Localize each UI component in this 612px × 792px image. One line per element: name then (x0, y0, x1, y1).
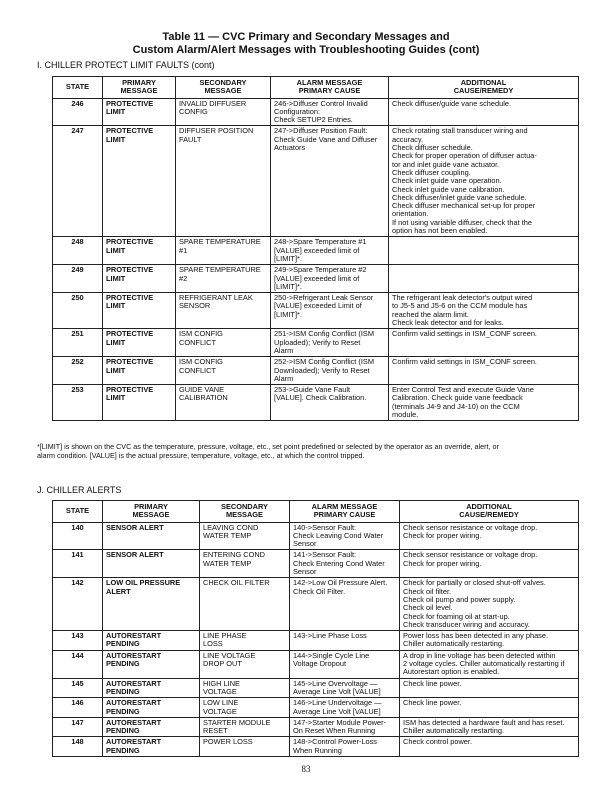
remedy-cell (389, 293, 579, 329)
cell-line: 146->Line Undervoltage — (293, 698, 382, 708)
header-primary: PRIMARY MESSAGE (103, 501, 200, 523)
secondary-message-cell (200, 522, 290, 550)
cell-line: PROTECTIVE (106, 293, 154, 303)
table-row (53, 578, 579, 631)
cell-line: Check diffuser schedule. (392, 143, 473, 153)
secondary-message-cell (176, 293, 271, 329)
cell-line: module. (392, 409, 419, 419)
state-cell: 252 (53, 357, 103, 385)
cell-line: Downloaded); Verify to Reset (274, 365, 370, 375)
cell-line: Check control power. (403, 737, 473, 747)
cell-line: 2 voltage cycles. Chiller automatically restarting if (403, 659, 565, 669)
limit-footnote (37, 443, 579, 460)
cell-line: Sensor (293, 567, 317, 577)
cell-line: AUTORESTART (106, 678, 162, 688)
cell-line: PROTECTIVE (106, 237, 154, 247)
secondary-message-cell (176, 126, 271, 237)
state-cell: 251 (53, 329, 103, 357)
cell-line: orientation. (392, 209, 429, 219)
cell-line: LIMIT (106, 273, 126, 283)
cell-line: Autorestart option is enabled. (403, 667, 500, 677)
table-body (53, 98, 579, 421)
cell-line: #2 (179, 273, 188, 283)
cell-line: The refrigerant leak detector's output wired (392, 293, 533, 303)
cell-line: 141->Sensor Fault: (293, 550, 357, 560)
cell-line: Average Line Volt [VALUE] (293, 706, 381, 716)
cell-line: A drop in line voltage has been detected within (403, 650, 556, 660)
cell-line: PENDING (106, 686, 140, 696)
secondary-message-cell (176, 385, 271, 421)
cell-line: LOW OIL PRESSURE (106, 578, 181, 588)
table-row (53, 550, 579, 578)
chiller-alerts-table (52, 500, 579, 757)
alarm-cause-cell (271, 357, 389, 385)
cell-line: AUTORESTART (106, 650, 162, 660)
table-body (53, 522, 579, 756)
cell-line: INVALID DIFFUSER (179, 98, 247, 108)
cell-line: VOLTAGE (203, 706, 237, 716)
cell-line: Average Line Volt [VALUE] (293, 686, 381, 696)
cell-line: PROTECTIVE (106, 329, 154, 339)
cell-line: Check rotating stall transducer wiring and (392, 126, 528, 136)
cell-line: 145->Line Overvoltage — (293, 678, 378, 688)
cell-line: Check for foaming oil at start-up. (403, 611, 510, 621)
cell-line: CHECK OIL FILTER (203, 578, 270, 588)
table-title (0, 31, 612, 57)
cell-line: LIMIT (106, 245, 126, 255)
remedy-cell (389, 237, 579, 265)
cell-line: Check diffuser/inlet guide vane schedule. (392, 192, 527, 202)
cell-line: HIGH LINE (203, 678, 240, 688)
header-additional: ADDITIONAL CAUSE/REMEDY (400, 501, 579, 523)
state-cell: 143 (53, 631, 103, 651)
primary-message-cell (103, 329, 176, 357)
cell-line: Voltage Dropout (293, 659, 347, 669)
cell-line: Check Guide Vane and Diffuser (274, 134, 378, 144)
cell-line: Check for partially or closed shut-off valves. (403, 578, 546, 588)
cell-line: Check Oil Filter. (293, 586, 346, 596)
cell-line: 253->Guide Vane Fault (274, 385, 351, 395)
cell-line: PENDING (106, 726, 140, 736)
state-cell: 141 (53, 550, 103, 578)
protect-limit-faults-table (52, 76, 579, 421)
table-header-row (53, 501, 579, 523)
table-row (53, 385, 579, 421)
remedy-cell (389, 98, 579, 126)
cell-line: [LIMIT]*. (274, 281, 302, 291)
header-alarm: ALARM MESSAGE PRIMARY CAUSE (271, 77, 389, 99)
cell-line: [VALUE] exceeded limit of (274, 273, 360, 283)
primary-message-cell (103, 237, 176, 265)
table-row (53, 522, 579, 550)
primary-message-cell (103, 98, 176, 126)
cell-line: Check inlet guide vane operation. (392, 176, 502, 186)
cell-line: POWER LOSS (203, 737, 253, 747)
cell-line: 144->Single Cycle Line (293, 650, 370, 660)
cell-line: ISM CONFIG (179, 329, 223, 339)
cell-line: LOW LINE (203, 698, 239, 708)
remedy-cell (400, 698, 579, 718)
cell-line: REFRIGERANT LEAK (179, 293, 253, 303)
primary-message-cell (103, 385, 176, 421)
alarm-cause-cell (290, 631, 400, 651)
primary-message-cell (103, 698, 200, 718)
cell-line: 248->Spare Temperature #1 (274, 237, 367, 247)
alarm-cause-cell (290, 550, 400, 578)
cell-line: SPARE TEMPERATURE (179, 265, 261, 275)
alarm-cause-cell (271, 329, 389, 357)
remedy-cell (400, 717, 579, 737)
cell-line: [VALUE] exceeded limit of (274, 245, 360, 255)
cell-line: PROTECTIVE (106, 357, 154, 367)
header-additional: ADDITIONAL CAUSE/REMEDY (389, 77, 579, 99)
cell-line: Check Entering Cond Water (293, 558, 385, 568)
cell-line: Confirm valid settings in ISM_CONF screen. (392, 329, 537, 339)
table-header-row (53, 77, 579, 99)
footnote-line-1: *[LIMIT] is shown on the CVC as the temperature, pressure, voltage, etc., set point predefined or selected by the operator as an override, alert, or (37, 442, 499, 451)
cell-line: reached the alarm limit. (392, 309, 469, 319)
cell-line: AUTORESTART (106, 698, 162, 708)
cell-line: CONFIG (179, 106, 208, 116)
cell-line: SENSOR ALERT (106, 522, 164, 532)
remedy-cell (400, 522, 579, 550)
cell-line: Chiller automatically restarting. (403, 726, 505, 736)
secondary-message-cell (200, 578, 290, 631)
cell-line: PROTECTIVE (106, 265, 154, 275)
primary-message-cell (103, 126, 176, 237)
state-cell: 145 (53, 678, 103, 698)
table-row (53, 98, 579, 126)
cell-line: [LIMIT]*. (274, 309, 302, 319)
cell-line: Check diffuser coupling. (392, 167, 471, 177)
header-state: STATE (53, 501, 103, 523)
cell-line: AUTORESTART (106, 631, 162, 641)
alarm-cause-cell (290, 522, 400, 550)
header-primary: PRIMARY MESSAGE (103, 77, 176, 99)
cell-line: to J5-5 and J5-6 on the CCM module has (392, 301, 528, 311)
cell-line: 148->Control Power-Loss (293, 737, 378, 747)
secondary-message-cell (176, 329, 271, 357)
cell-line: LIMIT (106, 106, 126, 116)
table-row (53, 265, 579, 293)
primary-message-cell (103, 631, 200, 651)
cell-line: PROTECTIVE (106, 385, 154, 395)
cell-line: Check inlet guide vane calibration. (392, 184, 505, 194)
cell-line: ALERT (106, 586, 131, 596)
secondary-message-cell (200, 631, 290, 651)
cell-line: CONFLICT (179, 337, 216, 347)
cell-line: Calibration. Check guide vane feedback (392, 393, 523, 403)
cell-line: AUTORESTART (106, 737, 162, 747)
primary-message-cell (103, 650, 200, 678)
alarm-cause-cell (271, 293, 389, 329)
state-cell: 253 (53, 385, 103, 421)
cell-line: [LIMIT]*. (274, 253, 302, 263)
cell-line: PENDING (106, 639, 140, 649)
cell-line: STARTER MODULE (203, 717, 271, 727)
cell-line: Check transducer wiring and accuracy. (403, 619, 530, 629)
state-cell: 250 (53, 293, 103, 329)
alarm-cause-cell (271, 385, 389, 421)
secondary-message-cell (200, 650, 290, 678)
state-cell: 247 (53, 126, 103, 237)
cell-line: LINE PHASE (203, 631, 247, 641)
cell-line: [VALUE]. Check Calibration. (274, 393, 367, 403)
cell-line: Power loss has been detected in any phase. (403, 631, 549, 641)
cell-line: ISM has detected a hardware fault and has reset. (403, 717, 565, 727)
cell-line: If not using variable diffuser, check that the (392, 217, 532, 227)
cell-line: FAULT (179, 134, 202, 144)
title-line-2: Custom Alarm/Alert Messages with Troubleshooting Guides (cont) (132, 44, 480, 56)
secondary-message-cell (176, 265, 271, 293)
cell-line: tor and inlet guide vane actuator. (392, 159, 500, 169)
alarm-cause-cell (290, 650, 400, 678)
cell-line: Actuators (274, 143, 306, 153)
cell-line: LINE VOLTAGE (203, 650, 256, 660)
secondary-message-cell (176, 357, 271, 385)
cell-line: Check line power. (403, 678, 462, 688)
cell-line: #1 (179, 245, 188, 255)
cell-line: option has not been enabled. (392, 226, 488, 236)
cell-line: Uploaded); Verify to Reset (274, 337, 361, 347)
cell-line: Check diffuser mechanical set-up for proper (392, 201, 536, 211)
remedy-cell (400, 550, 579, 578)
cell-line: Check oil pump and power supply. (403, 594, 516, 604)
title-line-1: Table 11 — CVC Primary and Secondary Messages and (162, 31, 450, 43)
footnote-line-2: alarm condition. [VALUE] is the actual pressure, temperature, voltage, etc., at which the control tripped. (37, 450, 365, 460)
cell-line: (terminals J4-9 and J4-10) on the CCM (392, 401, 520, 411)
state-cell: 248 (53, 237, 103, 265)
table-row (53, 717, 579, 737)
alarm-cause-cell (290, 698, 400, 718)
state-cell: 249 (53, 265, 103, 293)
primary-message-cell (103, 578, 200, 631)
remedy-cell (400, 631, 579, 651)
secondary-message-cell (200, 717, 290, 737)
table-row (53, 698, 579, 718)
cell-line: Check for proper operation of diffuser actua- (392, 151, 537, 161)
cell-line: Alarm (274, 373, 294, 383)
cell-line: Check sensor resistance or voltage drop. (403, 550, 538, 560)
cell-line: PROTECTIVE (106, 126, 154, 136)
secondary-message-cell (200, 678, 290, 698)
cell-line: WATER TEMP (203, 558, 252, 568)
alarm-cause-cell (271, 98, 389, 126)
cell-line: SPARE TEMPERATURE (179, 237, 261, 247)
table-row (53, 631, 579, 651)
cell-line: SENSOR ALERT (106, 550, 164, 560)
table-row (53, 737, 579, 757)
table-row (53, 237, 579, 265)
cell-line: accuracy. (392, 134, 424, 144)
alarm-cause-cell (290, 737, 400, 757)
table-row (53, 650, 579, 678)
cell-line: 147->Starter Module Power- (293, 717, 387, 727)
table-row (53, 329, 579, 357)
cell-line: SENSOR (179, 301, 211, 311)
cell-line: ENTERING COND (203, 550, 266, 560)
section-j-heading: J. CHILLER ALERTS (37, 485, 122, 495)
primary-message-cell (103, 357, 176, 385)
remedy-cell (389, 357, 579, 385)
secondary-message-cell (200, 698, 290, 718)
state-cell: 144 (53, 650, 103, 678)
cell-line: DIFFUSER POSITION (179, 126, 254, 136)
table-row (53, 357, 579, 385)
alarm-cause-cell (290, 717, 400, 737)
cell-line: Check oil level. (403, 603, 453, 613)
cell-line: 250->Refrigerant Leak Sensor (274, 293, 374, 303)
cell-line: Chiller automatically restarting. (403, 639, 505, 649)
header-state: STATE (53, 77, 103, 99)
cell-line: 143->Line Phase Loss (293, 631, 367, 641)
alarm-cause-cell (271, 237, 389, 265)
cell-line: AUTORESTART (106, 717, 162, 727)
cell-line: Check diffuser/guide vane schedule. (392, 98, 512, 108)
page-number: 83 (301, 764, 311, 774)
primary-message-cell (103, 265, 176, 293)
state-cell: 246 (53, 98, 103, 126)
primary-message-cell (103, 717, 200, 737)
remedy-cell (389, 265, 579, 293)
state-cell: 148 (53, 737, 103, 757)
cell-line: LIMIT (106, 134, 126, 144)
cell-line: Check for proper wiring. (403, 558, 482, 568)
cell-line: Check line power. (403, 698, 462, 708)
remedy-cell (389, 329, 579, 357)
cell-line: [VALUE] exceeded Limit of (274, 301, 362, 311)
cell-line: Alarm (274, 345, 294, 355)
cell-line: LEAVING COND (203, 522, 259, 532)
cell-line: PENDING (106, 706, 140, 716)
cell-line: 251->ISM Config Conflict (ISM (274, 329, 375, 339)
remedy-cell (389, 385, 579, 421)
cell-line: PENDING (106, 745, 140, 755)
cell-line: PROTECTIVE (106, 98, 154, 108)
primary-message-cell (103, 550, 200, 578)
cell-line: LIMIT (106, 337, 126, 347)
cell-line: ISM CONFIG (179, 357, 223, 367)
header-secondary: SECONDARY MESSAGE (176, 77, 271, 99)
table-row (53, 678, 579, 698)
cell-line: 246->Diffuser Control Invalid (274, 98, 368, 108)
cell-line: Check oil filter. (403, 586, 452, 596)
cell-line: CALIBRATION (179, 393, 228, 403)
state-cell: 140 (53, 522, 103, 550)
cell-line: VOLTAGE (203, 686, 237, 696)
header-secondary: SECONDARY MESSAGE (200, 501, 290, 523)
cell-line: LIMIT (106, 365, 126, 375)
cell-line: PENDING (106, 659, 140, 669)
secondary-message-cell (176, 237, 271, 265)
primary-message-cell (103, 522, 200, 550)
cell-line: 140->Sensor Fault: (293, 522, 357, 532)
primary-message-cell (103, 678, 200, 698)
remedy-cell (400, 650, 579, 678)
section-i-heading: I. CHILLER PROTECT LIMIT FAULTS (cont) (37, 60, 215, 70)
cell-line: Check Leaving Cond Water (293, 530, 384, 540)
primary-message-cell (103, 737, 200, 757)
cell-line: Check leak detector and for leaks. (392, 318, 504, 328)
cell-line: On Reset When Running (293, 726, 376, 736)
secondary-message-cell (176, 98, 271, 126)
cell-line: GUIDE VANE (179, 385, 225, 395)
alarm-cause-cell (290, 578, 400, 631)
cell-line: Check SETUP2 Entries. (274, 115, 353, 125)
cell-line: Enter Control Test and execute Guide Vane (392, 385, 534, 395)
cell-line: 252->ISM Config Conflict (ISM (274, 357, 375, 367)
cell-line: When Running (293, 745, 342, 755)
state-cell: 142 (53, 578, 103, 631)
cell-line: 247->Diffuser Position Fault: (274, 126, 368, 136)
cell-line: LOSS (203, 639, 223, 649)
cell-line: Check for proper wiring. (403, 530, 482, 540)
cell-line: DROP OUT (203, 659, 242, 669)
remedy-cell (400, 678, 579, 698)
cell-line: Sensor (293, 539, 317, 549)
alarm-cause-cell (271, 126, 389, 237)
header-alarm: ALARM MESSAGE PRIMARY CAUSE (290, 501, 400, 523)
alarm-cause-cell (290, 678, 400, 698)
table-row (53, 126, 579, 237)
table-row (53, 293, 579, 329)
primary-message-cell (103, 293, 176, 329)
cell-line: Confirm valid settings in ISM_CONF screen. (392, 357, 537, 367)
remedy-cell (400, 578, 579, 631)
secondary-message-cell (200, 550, 290, 578)
remedy-cell (400, 737, 579, 757)
state-cell: 146 (53, 698, 103, 718)
cell-line: CONFLICT (179, 365, 216, 375)
cell-line: WATER TEMP (203, 530, 252, 540)
remedy-cell (389, 126, 579, 237)
secondary-message-cell (200, 737, 290, 757)
cell-line: 249->Spare Temperature #2 (274, 265, 367, 275)
cell-line: RESET (203, 726, 228, 736)
cell-line: Configuration: (274, 106, 321, 116)
cell-line: LIMIT (106, 393, 126, 403)
alarm-cause-cell (271, 265, 389, 293)
cell-line: Check sensor resistance or voltage drop. (403, 522, 538, 532)
cell-line: 142->Low Oil Pressure Alert. (293, 578, 388, 588)
state-cell: 147 (53, 717, 103, 737)
cell-line: LIMIT (106, 301, 126, 311)
